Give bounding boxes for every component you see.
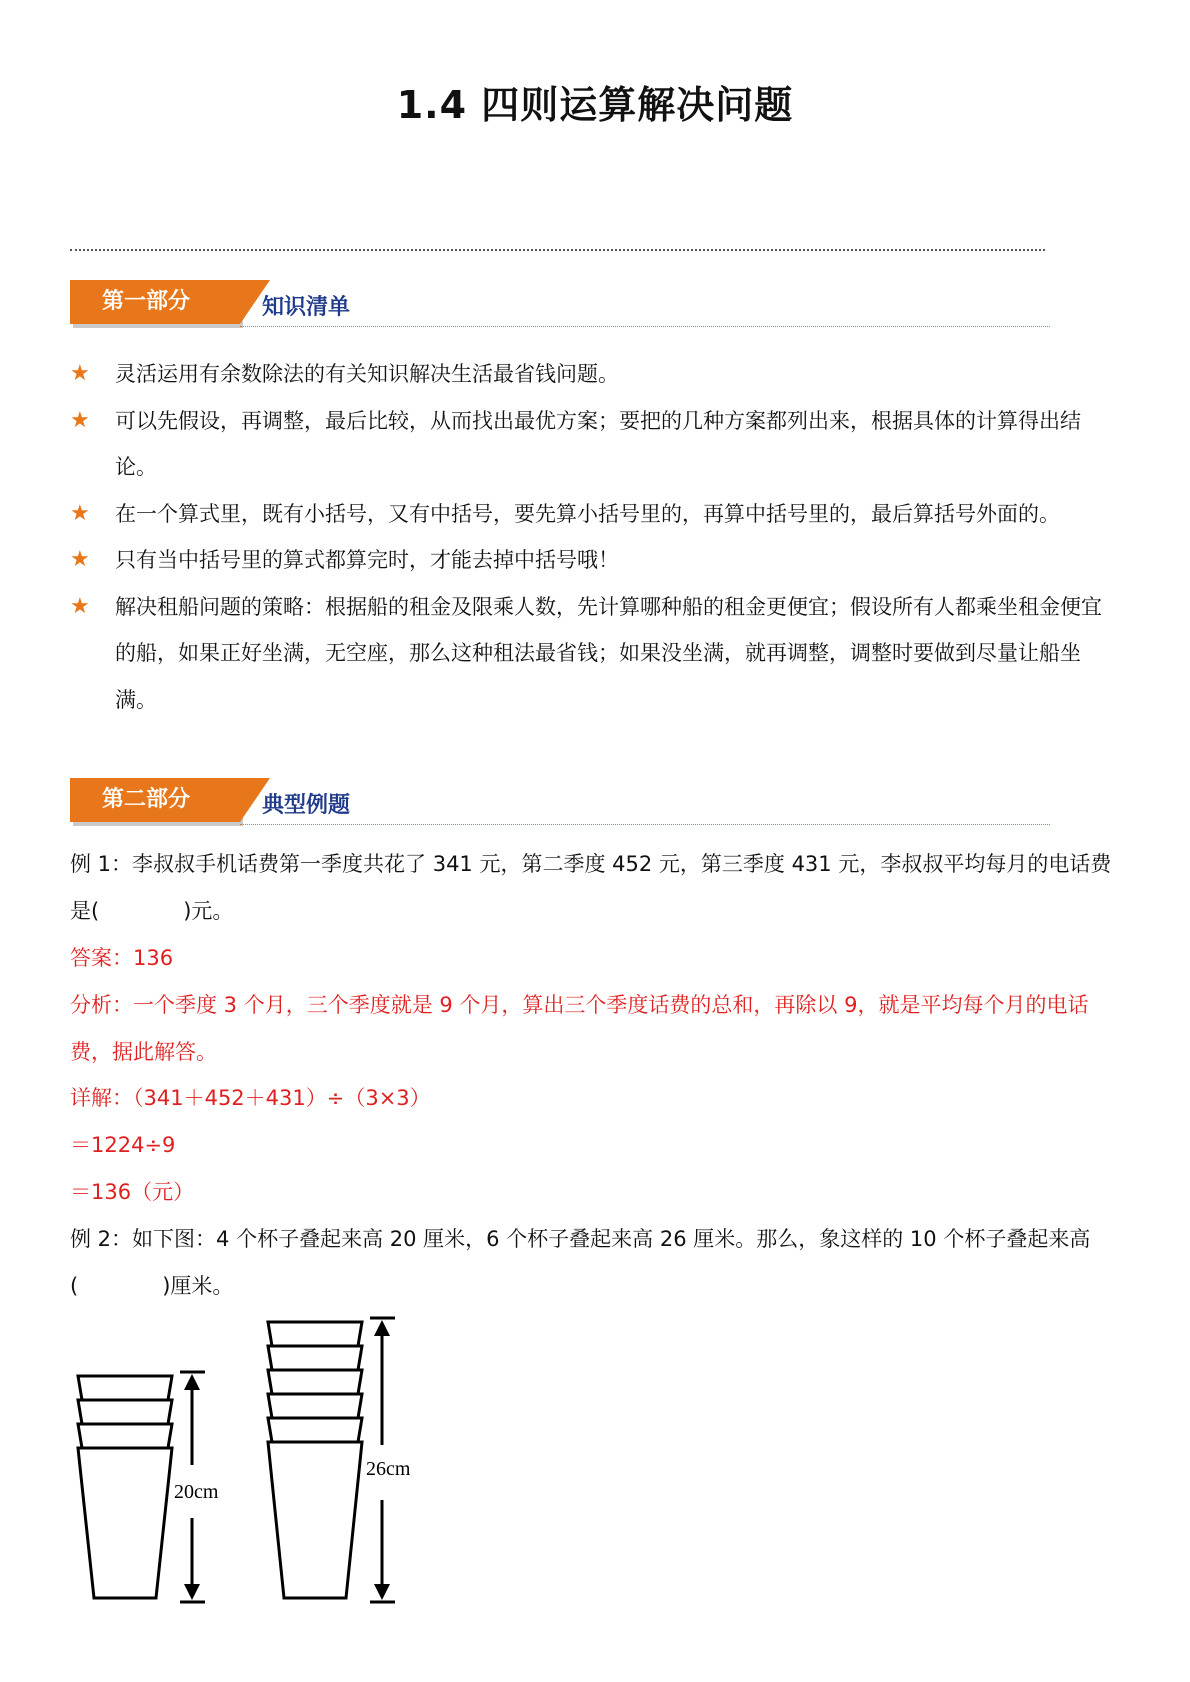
star-icon: ★ (70, 547, 90, 572)
section-header-examples (70, 778, 1050, 832)
cups-figure (70, 1310, 450, 1610)
height-label-left: 20cm (174, 1481, 219, 1503)
section-tab: 第二部分 (70, 778, 240, 822)
example1-analysis: 分析：一个季度 3 个月，三个季度就是 9 个月，算出三个季度话费的总和，再除以 9，就是平均每个月的电话费，据此解答。 (70, 993, 1089, 1064)
divider (70, 249, 1045, 251)
example1-question: 例 1：李叔叔手机话费第一季度共花了 341 元，第二季度 452 元，第三季度 431 元，李叔叔平均每月的电话费是( )元。 (70, 852, 1112, 923)
example1-detail: 详解：（341＋452＋431）÷（3×3） (70, 1086, 431, 1110)
section-subtitle: 知识清单 (262, 295, 351, 320)
list-item: ★ 解决租船问题的策略：根据船的租金及限乘人数，先计算哪种船的租金更便宜；假设所有人都乘坐租金便宜的船，如果正好坐满，无空座，那么这种租法最省钱；如果没坐满，就再调整，调整时要做到尽量让船坐满。 (70, 584, 1120, 724)
section-underline (240, 824, 1050, 825)
star-icon: ★ (70, 407, 90, 433)
section-subtitle: 典型例题 (262, 793, 351, 818)
example1-answer: 答案：136 (70, 946, 174, 970)
example1-detail: ＝1224÷9 (70, 1133, 176, 1157)
knowledge-list (70, 351, 1120, 723)
list-item: ★ 可以先假设，再调整，最后比较，从而找出最优方案；要把的几种方案都列出来，根据具体的计算得出结论。 (70, 398, 1120, 491)
section-tab: 第一部分 (70, 280, 240, 324)
page-title: 1.4 四则运算解决问题 (396, 83, 794, 127)
example2-question: 例 2：如下图：4 个杯子叠起来高 20 厘米，6 个杯子叠起来高 26 厘米。那么，象这样的 10 个杯子叠起来高( )厘米。 (70, 1227, 1091, 1298)
section-underline (240, 326, 1050, 327)
list-item: ★ 在一个算式里，既有小括号，又有中括号，要先算小括号里的，再算中括号里的，最后算括号外面的。 (70, 491, 1120, 538)
example1-detail: ＝136（元） (70, 1180, 195, 1204)
star-icon: ★ (70, 593, 90, 619)
height-label-right: 26cm (366, 1458, 411, 1480)
section-header-knowledge (70, 280, 1050, 334)
star-icon: ★ (70, 361, 90, 386)
list-item: ★ 灵活运用有余数除法的有关知识解决生活最省钱问题。 (70, 351, 1120, 398)
list-item: ★ 只有当中括号里的算式都算完时，才能去掉中括号哦！ (70, 537, 1120, 584)
cups-diagram (70, 1310, 450, 1610)
star-icon: ★ (70, 500, 90, 526)
